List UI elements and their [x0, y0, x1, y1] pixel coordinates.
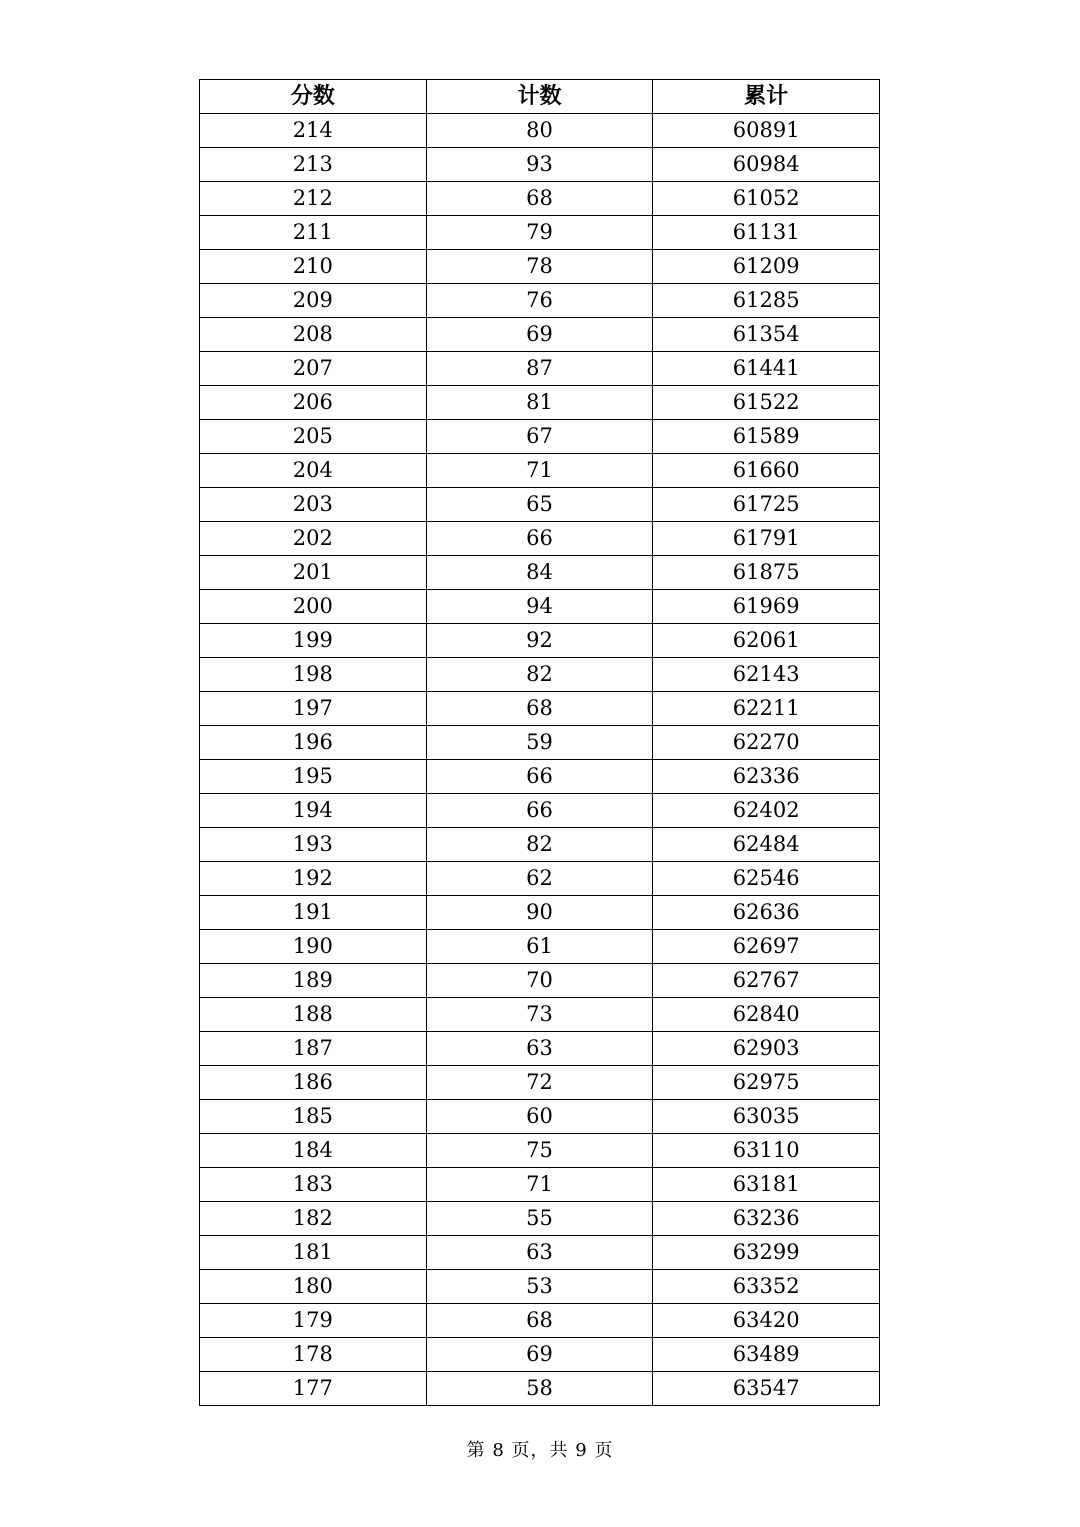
cell-score: 194	[200, 794, 427, 828]
cell-score: 197	[200, 692, 427, 726]
table-row	[200, 726, 880, 760]
cell-score: 205	[200, 420, 427, 454]
cell-cumulative: 62336	[653, 760, 880, 794]
table-row	[200, 828, 880, 862]
cell-score: 185	[200, 1100, 427, 1134]
cell-count: 71	[426, 454, 653, 488]
cell-count: 66	[426, 794, 653, 828]
cell-count: 94	[426, 590, 653, 624]
cell-count: 66	[426, 760, 653, 794]
table-row	[200, 658, 880, 692]
cell-count: 81	[426, 386, 653, 420]
cell-count: 67	[426, 420, 653, 454]
cell-score: 196	[200, 726, 427, 760]
cell-count: 63	[426, 1236, 653, 1270]
cell-score: 211	[200, 216, 427, 250]
cell-score: 180	[200, 1270, 427, 1304]
cell-cumulative: 63420	[653, 1304, 880, 1338]
table-row	[200, 1304, 880, 1338]
cell-count: 84	[426, 556, 653, 590]
cell-count: 87	[426, 352, 653, 386]
table-row	[200, 1202, 880, 1236]
cell-cumulative: 61969	[653, 590, 880, 624]
table-body	[200, 114, 880, 1406]
cell-score: 200	[200, 590, 427, 624]
cell-cumulative: 63035	[653, 1100, 880, 1134]
table-row	[200, 1134, 880, 1168]
cell-cumulative: 62903	[653, 1032, 880, 1066]
cell-score: 198	[200, 658, 427, 692]
cell-cumulative: 61209	[653, 250, 880, 284]
table-row	[200, 1168, 880, 1202]
table-row	[200, 556, 880, 590]
table-header	[200, 80, 880, 114]
cell-cumulative: 63489	[653, 1338, 880, 1372]
table-row	[200, 386, 880, 420]
table-row	[200, 964, 880, 998]
cell-count: 55	[426, 1202, 653, 1236]
table-row	[200, 692, 880, 726]
cell-count: 69	[426, 318, 653, 352]
cell-cumulative: 62143	[653, 658, 880, 692]
cell-cumulative: 61875	[653, 556, 880, 590]
cell-cumulative: 61660	[653, 454, 880, 488]
cell-score: 187	[200, 1032, 427, 1066]
score-distribution-table	[199, 79, 880, 1406]
cell-count: 79	[426, 216, 653, 250]
cell-score: 184	[200, 1134, 427, 1168]
cell-score: 181	[200, 1236, 427, 1270]
table-row	[200, 250, 880, 284]
cell-cumulative: 63547	[653, 1372, 880, 1406]
cell-count: 71	[426, 1168, 653, 1202]
cell-count: 93	[426, 148, 653, 182]
cell-score: 214	[200, 114, 427, 148]
cell-count: 63	[426, 1032, 653, 1066]
cell-cumulative: 63352	[653, 1270, 880, 1304]
cell-cumulative: 62697	[653, 930, 880, 964]
header-score: 分数	[200, 80, 427, 114]
table-row	[200, 930, 880, 964]
table-row	[200, 522, 880, 556]
cell-count: 61	[426, 930, 653, 964]
cell-score: 202	[200, 522, 427, 556]
cell-score: 186	[200, 1066, 427, 1100]
cell-cumulative: 61791	[653, 522, 880, 556]
cell-count: 53	[426, 1270, 653, 1304]
cell-score: 208	[200, 318, 427, 352]
cell-cumulative: 61441	[653, 352, 880, 386]
cell-cumulative: 62402	[653, 794, 880, 828]
cell-cumulative: 62061	[653, 624, 880, 658]
cell-count: 72	[426, 1066, 653, 1100]
cell-score: 207	[200, 352, 427, 386]
table-row	[200, 862, 880, 896]
cell-count: 90	[426, 896, 653, 930]
cell-cumulative: 60891	[653, 114, 880, 148]
cell-cumulative: 61285	[653, 284, 880, 318]
header-count: 计数	[426, 80, 653, 114]
cell-cumulative: 63181	[653, 1168, 880, 1202]
cell-cumulative: 61589	[653, 420, 880, 454]
cell-score: 177	[200, 1372, 427, 1406]
cell-cumulative: 61131	[653, 216, 880, 250]
table-row	[200, 216, 880, 250]
cell-score: 203	[200, 488, 427, 522]
cell-cumulative: 63110	[653, 1134, 880, 1168]
cell-count: 68	[426, 182, 653, 216]
cell-score: 209	[200, 284, 427, 318]
cell-cumulative: 63299	[653, 1236, 880, 1270]
cell-score: 193	[200, 828, 427, 862]
cell-count: 92	[426, 624, 653, 658]
cell-cumulative: 60984	[653, 148, 880, 182]
cell-count: 66	[426, 522, 653, 556]
cell-count: 78	[426, 250, 653, 284]
table-row	[200, 1270, 880, 1304]
table-row	[200, 318, 880, 352]
cell-score: 212	[200, 182, 427, 216]
cell-cumulative: 62270	[653, 726, 880, 760]
page-number: 第 8 页，共 9 页	[466, 1440, 614, 1461]
header-cumulative: 累计	[653, 80, 880, 114]
cell-cumulative: 62211	[653, 692, 880, 726]
cell-cumulative: 62767	[653, 964, 880, 998]
table-row	[200, 624, 880, 658]
cell-cumulative: 61522	[653, 386, 880, 420]
header-row	[200, 80, 880, 114]
table-row	[200, 760, 880, 794]
cell-count: 60	[426, 1100, 653, 1134]
cell-count: 82	[426, 828, 653, 862]
table-row	[200, 284, 880, 318]
cell-score: 189	[200, 964, 427, 998]
table-row	[200, 1236, 880, 1270]
cell-score: 199	[200, 624, 427, 658]
cell-score: 213	[200, 148, 427, 182]
table-row	[200, 1066, 880, 1100]
cell-score: 201	[200, 556, 427, 590]
table-row	[200, 182, 880, 216]
cell-score: 192	[200, 862, 427, 896]
cell-score: 210	[200, 250, 427, 284]
cell-count: 70	[426, 964, 653, 998]
cell-cumulative: 62546	[653, 862, 880, 896]
cell-count: 59	[426, 726, 653, 760]
cell-count: 82	[426, 658, 653, 692]
cell-score: 195	[200, 760, 427, 794]
cell-count: 62	[426, 862, 653, 896]
cell-score: 178	[200, 1338, 427, 1372]
table-row	[200, 352, 880, 386]
table-row	[200, 1372, 880, 1406]
cell-score: 179	[200, 1304, 427, 1338]
table-row	[200, 148, 880, 182]
cell-score: 206	[200, 386, 427, 420]
cell-count: 68	[426, 1304, 653, 1338]
cell-score: 204	[200, 454, 427, 488]
table-row	[200, 896, 880, 930]
cell-cumulative: 61052	[653, 182, 880, 216]
cell-count: 68	[426, 692, 653, 726]
cell-cumulative: 62840	[653, 998, 880, 1032]
cell-cumulative: 62636	[653, 896, 880, 930]
cell-score: 190	[200, 930, 427, 964]
table-row	[200, 114, 880, 148]
cell-count: 73	[426, 998, 653, 1032]
cell-cumulative: 61354	[653, 318, 880, 352]
table-row	[200, 1338, 880, 1372]
table-row	[200, 488, 880, 522]
cell-cumulative: 63236	[653, 1202, 880, 1236]
cell-cumulative: 62975	[653, 1066, 880, 1100]
cell-score: 182	[200, 1202, 427, 1236]
cell-count: 69	[426, 1338, 653, 1372]
table-row	[200, 998, 880, 1032]
table-row	[200, 1100, 880, 1134]
cell-count: 76	[426, 284, 653, 318]
cell-cumulative: 61725	[653, 488, 880, 522]
table-row	[200, 420, 880, 454]
cell-score: 183	[200, 1168, 427, 1202]
cell-score: 188	[200, 998, 427, 1032]
cell-cumulative: 62484	[653, 828, 880, 862]
table-row	[200, 590, 880, 624]
cell-count: 65	[426, 488, 653, 522]
table-row	[200, 1032, 880, 1066]
cell-count: 75	[426, 1134, 653, 1168]
cell-count: 58	[426, 1372, 653, 1406]
table-row	[200, 794, 880, 828]
cell-score: 191	[200, 896, 427, 930]
cell-count: 80	[426, 114, 653, 148]
table-row	[200, 454, 880, 488]
